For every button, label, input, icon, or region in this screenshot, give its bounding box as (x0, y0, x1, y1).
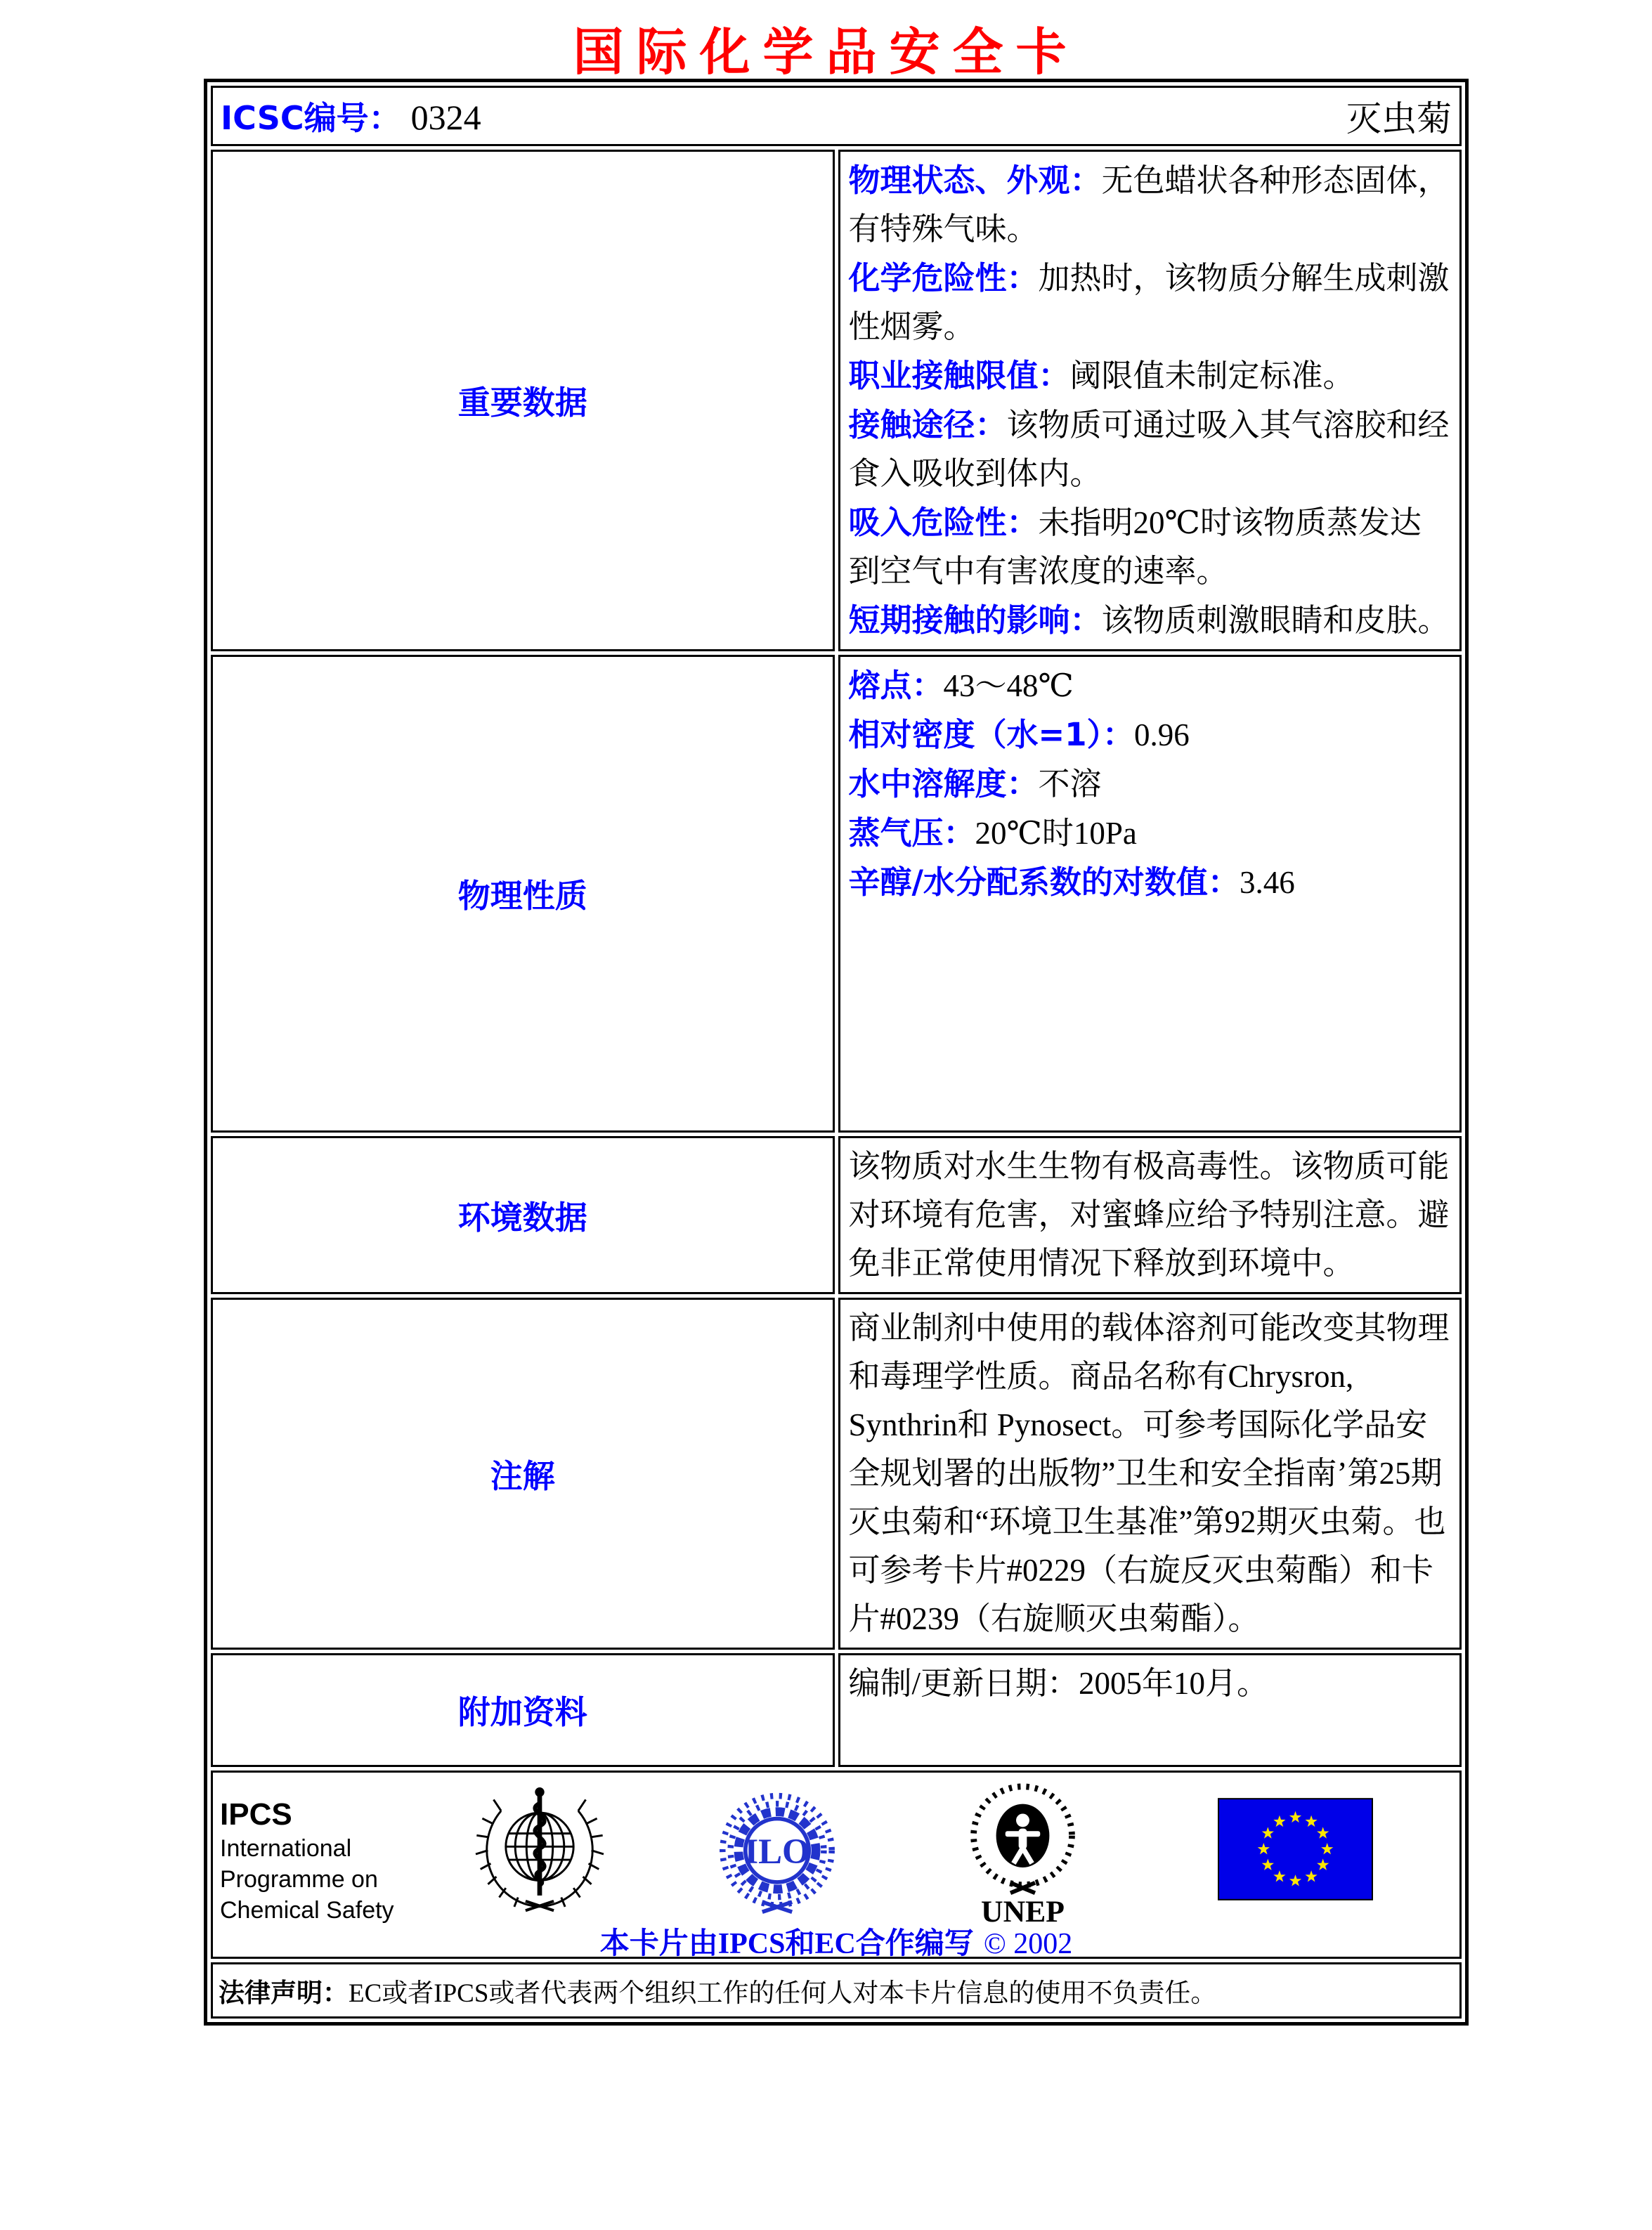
ipcs-text-block (220, 1797, 394, 1926)
field-label: 熔点： (848, 667, 944, 704)
kv-line (849, 400, 1452, 498)
who-logo-icon (473, 1782, 606, 1918)
field-label: 物理状态、外观： (848, 162, 1102, 199)
notes-text: 商业制剂中使用的载体溶剂可能改变其物理和毒理学性质。商品名称有Chrysron, Synthrin和 Pynosect。可参考国际化学品安全规划署的出版物”卫生和安全指南’第25期灭虫菊和“环境卫生基准”第92期灭虫菊。也可参考卡片#0229（右旋反灭虫菊酯）和卡片#0239（右旋顺灭虫菊酯）。 (848, 1310, 1450, 1636)
kv-line (849, 858, 1452, 907)
field-label: 吸入危险性： (848, 504, 1039, 541)
field-label: 相对密度（水=1）： (848, 716, 1135, 753)
legal-label: 法律声明： (219, 1978, 349, 2008)
field-value: 无色蜡状各种形态固体，有特殊气味。 (848, 163, 1450, 247)
field-label: 化学危险性： (848, 259, 1039, 296)
legal-cell (211, 1962, 1462, 2019)
environmental-data-row (211, 1136, 1462, 1294)
field-value: 不溶 (1038, 767, 1102, 802)
icsc-number-group (221, 93, 481, 139)
field-label: 辛醇/水分配系数的对数值： (848, 863, 1240, 901)
logos-row (211, 1771, 1462, 1959)
header-cell (211, 86, 1462, 146)
kv-line (849, 661, 1452, 710)
physical-properties-row (211, 655, 1462, 1133)
legal-text: EC或者IPCS或者代表两个组织工作的任何人对本卡片信息的使用不负责任。 (349, 1979, 1217, 2008)
physical-properties-content (838, 655, 1462, 1133)
field-value: 该物质可通过吸入其气溶胶和经食入吸收到体内。 (848, 407, 1450, 491)
kv-line (849, 498, 1452, 596)
field-value: 阈限值未制定标准。 (1069, 358, 1355, 393)
field-value: 0.96 (1134, 717, 1190, 752)
ipcs-line: International (220, 1835, 352, 1862)
field-value: 加热时，该物质分解生成刺激性烟雾。 (848, 261, 1450, 344)
kv-line (849, 710, 1452, 759)
credit-line (213, 1920, 1459, 1962)
ipcs-line: Chemical Safety (220, 1897, 394, 1924)
field-label: 水中溶解度： (848, 765, 1039, 802)
chemical-name: 灭虫菊 (1346, 99, 1452, 138)
environmental-data-content (838, 1136, 1462, 1294)
kv-line (849, 351, 1452, 400)
ipcs-line: Programme on (220, 1866, 378, 1893)
field-label: 接触途径： (848, 406, 1007, 443)
field-value: 该物质刺激眼睛和皮肤。 (1101, 603, 1450, 638)
additional-info-row (211, 1653, 1462, 1767)
additional-info-text: 编制/更新日期：2005年10月。 (848, 1666, 1269, 1701)
header-flex (214, 91, 1459, 141)
icsc-number-label: ICSC编号： (221, 99, 401, 137)
unep-logo-icon (961, 1782, 1084, 1929)
unep-caption: UNEP (981, 1895, 1065, 1926)
kv-line (849, 156, 1452, 254)
icsc-table (204, 79, 1469, 2026)
kv-line (849, 759, 1452, 809)
section-label-additional-info: 附加资料 (211, 1653, 835, 1767)
page-title: 国际化学品安全卡 (573, 22, 1079, 81)
section-label-notes: 注解 (211, 1298, 835, 1650)
header-row (211, 86, 1462, 146)
field-label: 职业接触限值： (848, 357, 1070, 394)
additional-info-content (838, 1653, 1462, 1767)
section-label-physical-properties: 物理性质 (211, 655, 835, 1133)
field-value: 43～48℃ (943, 668, 1074, 703)
environmental-data-text: 该物质对水生生物有极高毒性。该物质可能对环境有危害，对蜜蜂应给予特别注意。避免非正常使用情况下释放到环境中。 (848, 1149, 1450, 1281)
field-value: 3.46 (1239, 865, 1295, 900)
field-label: 蒸气压： (848, 814, 975, 852)
kv-line (849, 809, 1452, 858)
eu-flag-icon (1218, 1798, 1373, 1904)
credit-year: © 2002 (983, 1928, 1073, 1960)
field-value: 未指明20℃时该物质蒸发达到空气中有害浓度的速率。 (848, 505, 1422, 589)
important-data-row (211, 150, 1462, 651)
svg-text:ILO: ILO (744, 1832, 810, 1872)
field-value: 20℃时10Pa (975, 816, 1137, 851)
field-label: 短期接触的影响： (848, 601, 1102, 639)
notes-row (211, 1298, 1462, 1650)
section-label-important-data: 重要数据 (211, 150, 835, 651)
notes-content (838, 1298, 1462, 1650)
important-data-content (838, 150, 1462, 651)
section-label-environmental-data: 环境数据 (211, 1136, 835, 1294)
ipcs-title: IPCS (220, 1797, 292, 1832)
legal-row (211, 1962, 1462, 2019)
kv-line (849, 254, 1452, 351)
credit-text: 本卡片由IPCS和EC合作编写 (599, 1928, 974, 1960)
icsc-number-value: 0324 (410, 98, 481, 137)
ilo-logo-icon (717, 1791, 837, 1919)
logos-cell (211, 1771, 1462, 1959)
kv-line (849, 596, 1452, 645)
